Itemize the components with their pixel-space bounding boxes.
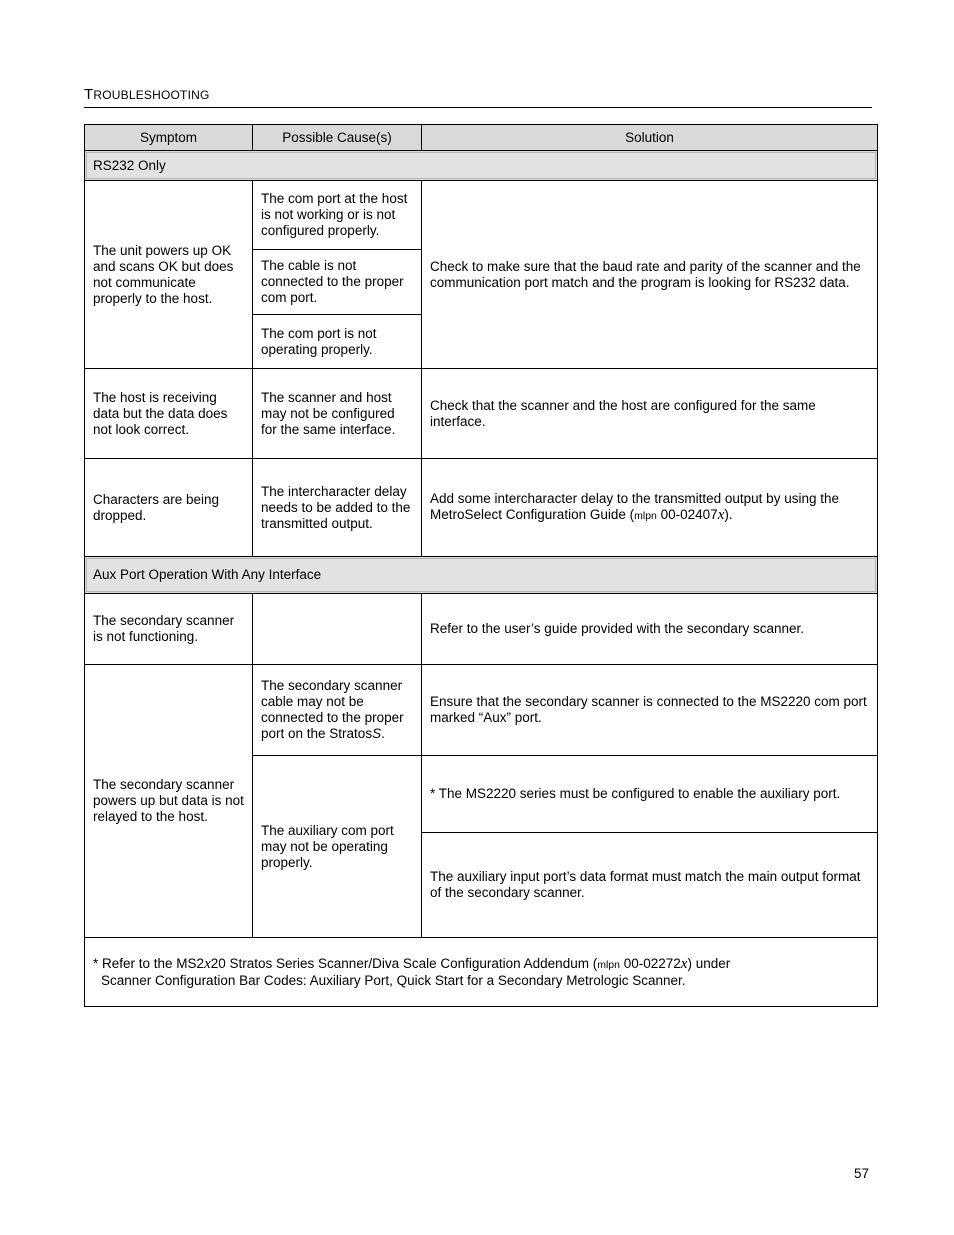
section-title-initial: T: [84, 86, 94, 103]
solution-cell: * The MS2220 series must be configured to enable the auxiliary port.: [422, 756, 878, 833]
section-title-rest: ROUBLESHOOTING: [93, 88, 210, 102]
cause-text-end: .: [381, 726, 385, 741]
cause-cell: The com port at the host is not working or is not configured properly.: [253, 181, 422, 250]
footnote-line-2: Scanner Configuration Bar Codes: Auxiliary Port, Quick Start for a Secondary Metrologic Scanner.: [101, 972, 686, 988]
solution-text: Add some intercharacter delay to the transmitted output by using the MetroSelect Configuration Guide (: [430, 491, 839, 522]
cause-cell: The auxiliary com port may not be operating properly.: [253, 756, 422, 938]
solution-text-end: ).: [724, 507, 733, 522]
section-title: [84, 86, 210, 103]
cause-cell: [253, 665, 422, 756]
footnote-text: ) under: [687, 955, 731, 971]
footnote-row: [85, 938, 878, 1007]
footnote-line-1: [93, 956, 869, 973]
part-number: 00-02407: [656, 507, 718, 522]
mlpn-label: mlpn: [634, 510, 657, 522]
cause-cell: The com port is not operating properly.: [253, 315, 422, 369]
part-variant: x: [680, 955, 688, 972]
column-header-causes: Possible Cause(s): [253, 125, 422, 151]
table-header-row: [85, 125, 878, 151]
solution-cell: [422, 459, 878, 557]
column-header-symptom: Symptom: [85, 125, 253, 151]
symptom-cell: The secondary scanner powers up but data is not relayed to the host.: [85, 665, 253, 938]
symptom-cell: Characters are being dropped.: [85, 459, 253, 557]
symptom-cell: The secondary scanner is not functioning.: [85, 594, 253, 665]
section-band-rs232: [85, 151, 878, 181]
table-row: [85, 594, 878, 665]
solution-cell: Check that the scanner and the host are configured for the same interface.: [422, 369, 878, 459]
mlpn-label: mlpn: [597, 958, 620, 971]
solution-cell: Check to make sure that the baud rate and parity of the scanner and the communication port match and the program is looking for RS232 data.: [422, 181, 878, 369]
cause-cell: [253, 594, 422, 665]
section-label: Aux Port Operation With Any Interface: [86, 558, 876, 592]
model-variant: x: [204, 955, 211, 972]
cause-text: The secondary scanner cable may not be connected to the proper port on the Stratos: [261, 678, 404, 741]
solution-cell: The auxiliary input port’s data format must match the main output format of the secondary scanner.: [422, 833, 878, 938]
table-row: [85, 369, 878, 459]
solution-cell: Refer to the user’s guide provided with the secondary scanner.: [422, 594, 878, 665]
footnote-cell: [85, 938, 878, 1007]
title-rule: [84, 107, 872, 108]
footnote-text: 20 Stratos Series Scanner/Diva Scale Configuration Addendum (: [210, 955, 598, 971]
troubleshooting-table: [84, 124, 878, 1007]
cause-cell: The scanner and host may not be configured for the same interface.: [253, 369, 422, 459]
section-band-aux: [85, 557, 878, 594]
symptom-cell: The host is receiving data but the data does not look correct.: [85, 369, 253, 459]
model-suffix: S: [372, 726, 382, 741]
table-row: [85, 181, 878, 250]
section-label: RS232 Only: [86, 152, 876, 179]
table-row: [85, 665, 878, 756]
cause-cell: The intercharacter delay needs to be added to the transmitted output.: [253, 459, 422, 557]
part-variant: x: [717, 507, 725, 523]
column-header-solution: Solution: [422, 125, 878, 151]
part-number: 00-02272: [619, 955, 681, 971]
symptom-cell: The unit powers up OK and scans OK but does not communicate properly to the host.: [85, 181, 253, 369]
solution-cell: Ensure that the secondary scanner is connected to the MS2220 com port marked “Aux” port.: [422, 665, 878, 756]
cause-cell: The cable is not connected to the proper com port.: [253, 250, 422, 315]
table-row: [85, 459, 878, 557]
page-number: 57: [854, 1166, 870, 1181]
footnote-text: * Refer to the MS2: [93, 955, 205, 971]
